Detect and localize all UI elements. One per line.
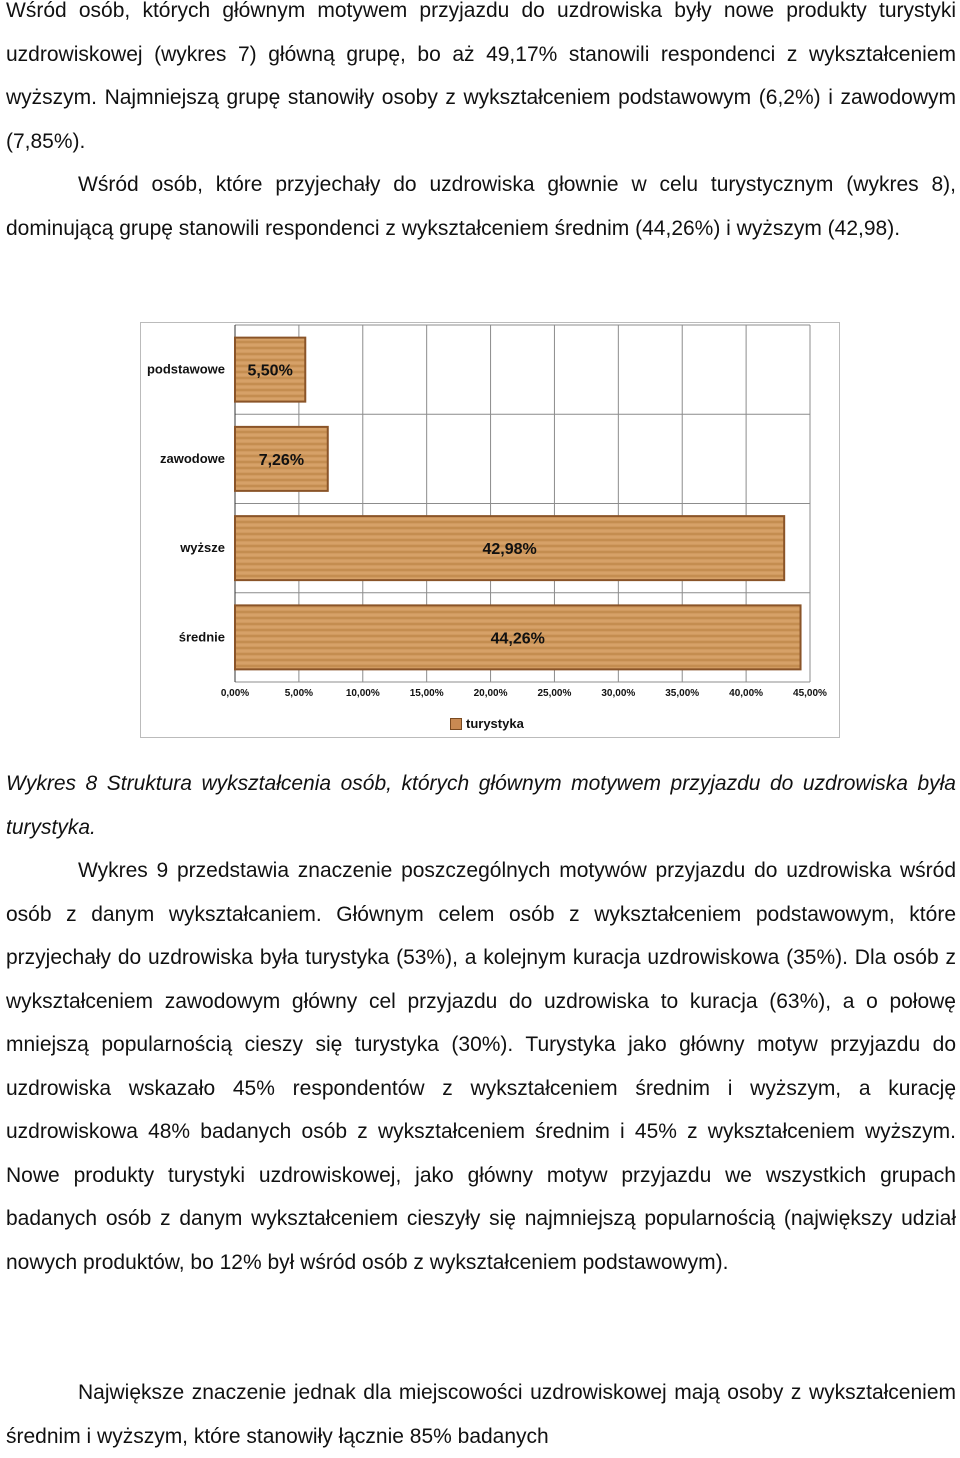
x-tick-label: 15,00%	[409, 688, 444, 699]
category-label: zawodowe	[159, 450, 225, 466]
data-label: 7,26%	[258, 451, 305, 469]
x-tick-label: 5,00%	[284, 688, 314, 699]
category-label: podstawowe	[146, 361, 225, 377]
legend-label: turystyka	[466, 716, 524, 731]
chart-legend	[450, 716, 524, 731]
figure-caption: Wykres 8 Struktura wykształcenia osób, których głównym motywem przyjazdu do uzdrowiska była turystyka.	[6, 772, 956, 839]
paragraph-tourism-education: Wśród osób, które przyjechały do uzdrowiska głownie w celu turystycznym (wykres 8), dominującą grupę stanowili respondenci z wykształceniem średnim (44,26%) i wyższym (42,98).	[6, 173, 956, 240]
paragraph-motives-new-products: Wśród osób, których głównym motywem przyjazdu do uzdrowiska były nowe produkty turystyki uzdrowiskowej (wykres 7) główną grupę, bo aż 49,17% stanowili respondenci z wykształceniem wyższym. Najmniejszą grupę stanowiły osoby z wykształceniem podstawowym (6,2%) i zawodowym (7,85%).	[6, 0, 956, 153]
data-label: 44,26%	[490, 630, 545, 648]
data-label: 5,50%	[247, 362, 293, 380]
chart-education-structure	[140, 322, 840, 738]
x-tick-label: 30,00%	[601, 688, 636, 699]
data-label: 42,98%	[482, 541, 537, 559]
x-tick-label: 25,00%	[537, 688, 572, 699]
bar-chart	[140, 322, 840, 738]
x-tick-label: 20,00%	[473, 688, 508, 699]
legend-swatch	[450, 718, 462, 730]
x-tick-label: 40,00%	[729, 688, 764, 699]
paragraph-motives-by-education: Wykres 9 przedstawia znaczenie poszczególnych motywów przyjazdu do uzdrowiska wśród osób z danym wykształcaniem. Głównym celem osób z wykształceniem podstawowym, które przyjechały do uzdrowiska była turystyka (53%), a kolejnym kuracja uzdrowiskowa (35%). Dla osób z wykształceniem zawodowym główny cel przyjazdu do uzdrowiska to kuracja (63%), a o połowę mniejszą popularnością cieszy się turystyka (30%). Turystyka jako główny motyw przyjazdu do uzdrowiska wskazało 45% respondentów z wykształceniem średnim i wyższym, a kurację uzdrowiskowa 48% badanych osób z wykształceniem średnim i 45% z wykształceniem wyższym. Nowe produkty turystyki uzdrowiskowej, jako główny motyw przyjazdu we wszystkich grupach badanych osób z danym wykształceniem cieszyły się najmniejszą popularnością (największy udział nowych produktów, bo 12% był wśród osób z wykształceniem podstawowym).	[6, 859, 956, 1274]
x-tick-label: 45,00%	[793, 688, 827, 699]
category-label: średnie	[178, 629, 225, 645]
paragraph-conclusion: Największe znaczenie jednak dla miejscowości uzdrowiskowej mają osoby z wykształceniem średnim i wyższym, które stanowiły łącznie 85% badanych	[6, 1381, 956, 1448]
x-tick-label: 10,00%	[345, 688, 380, 699]
x-tick-label: 0,00%	[220, 688, 250, 699]
category-label: wyższe	[180, 540, 225, 556]
x-tick-label: 35,00%	[665, 688, 700, 699]
